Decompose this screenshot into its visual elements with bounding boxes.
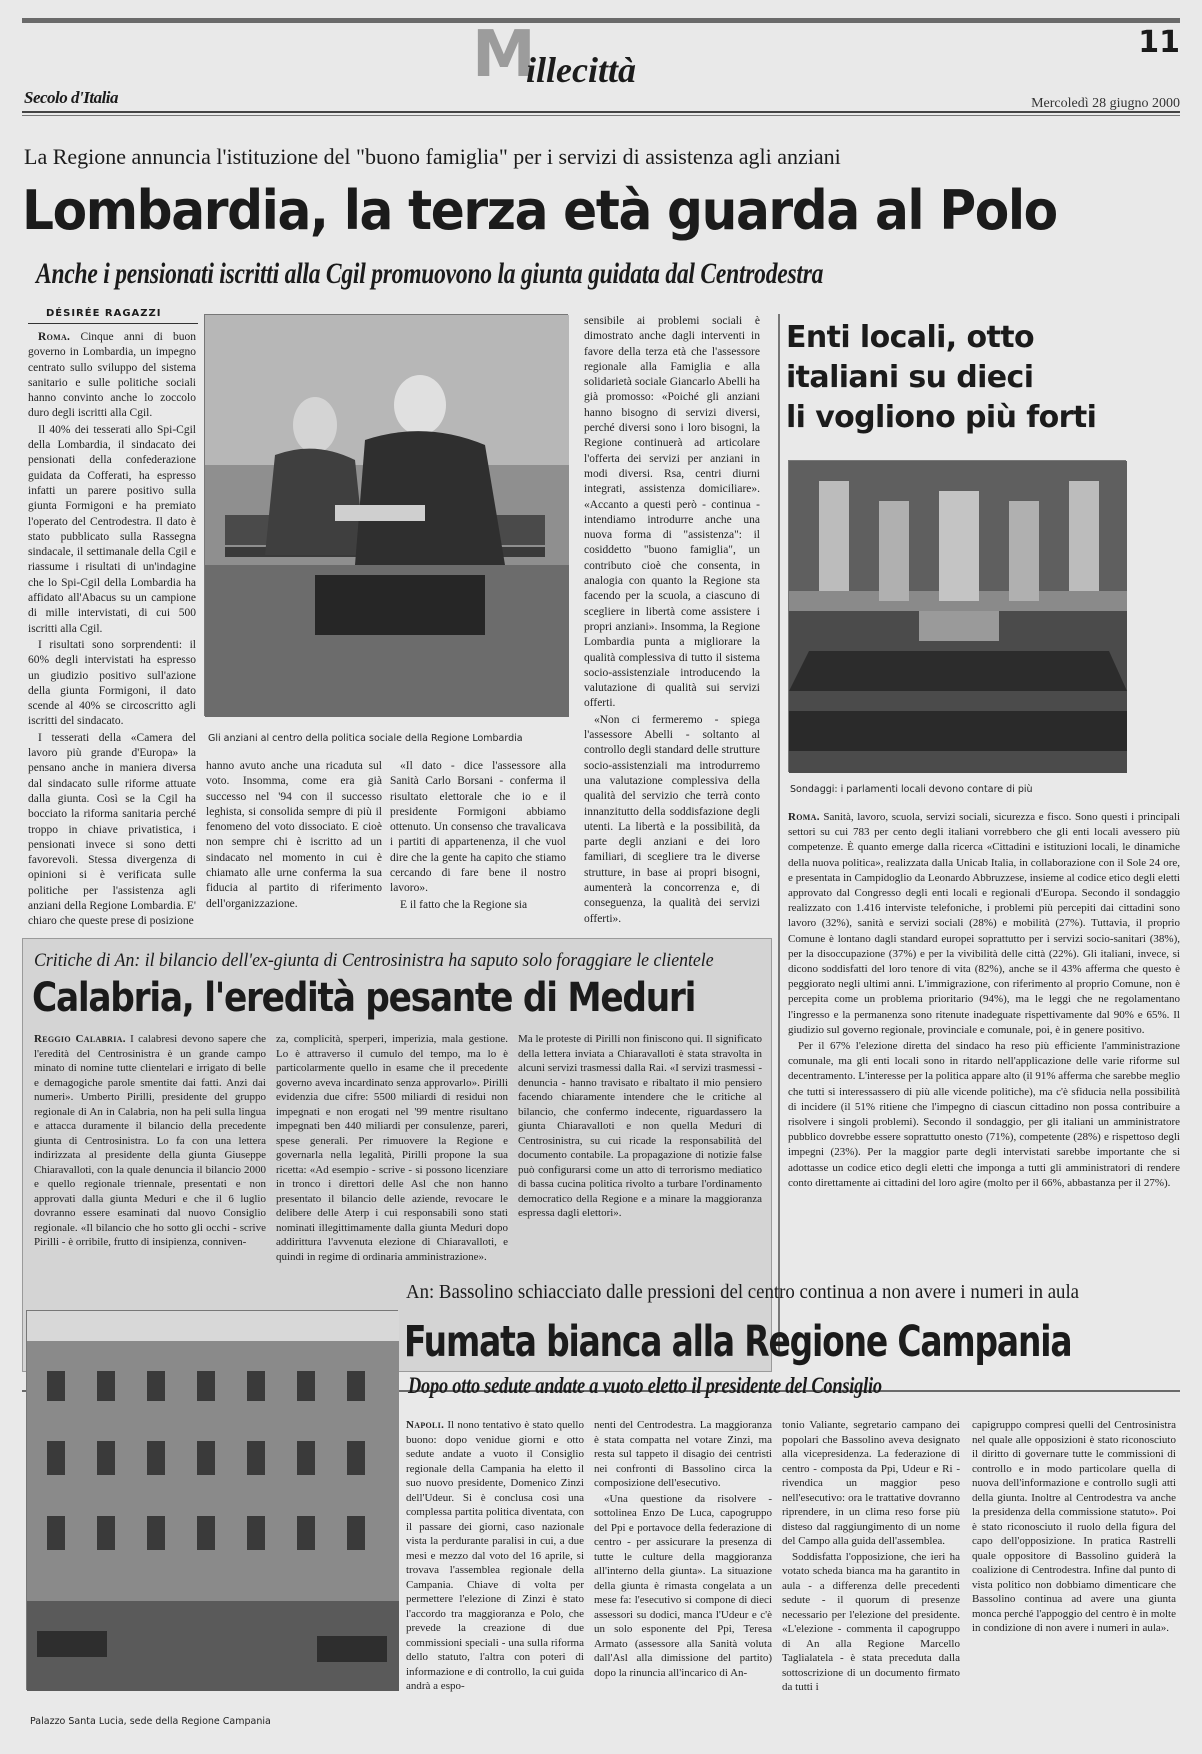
story1-byline: DÉSIRÉE RAGAZZI bbox=[46, 308, 162, 319]
story1-paragraph: I tesserati della «Camera del lavoro più grande d'Europa» la pensano anche in maniera diversa dal sindacato sulle riforme attuate dalla giunta. Così se la Cgil ha bocciato la riforma sanitaria perché troppo in chiave privatistica, i pensionati invece si sono detti favorevoli. Stessa divergenza di opinioni si è verificata sulle politiche per l'assistenza agli anziani della Regione Lombardia. E' chiaro che queste prese di posizione bbox=[28, 731, 196, 928]
story2-dateline: Reggio Calabria. bbox=[34, 1033, 126, 1045]
palazzo-santa-lucia-image bbox=[27, 1311, 399, 1691]
story1-column-4 bbox=[584, 314, 760, 925]
newspaper-logo: Secolo d'Italia bbox=[24, 88, 119, 107]
sidebar-headline-line: italiani su dieci bbox=[786, 360, 1034, 395]
section-masthead bbox=[472, 18, 732, 92]
sidebar-body bbox=[788, 810, 1180, 1360]
story2-kicker: Critiche di An: il bilancio dell'ex-giunta di Centrosinistra ha saputo solo foraggiare le clientele bbox=[34, 950, 714, 971]
story3-deck: Dopo otto sedute andate a vuoto eletto il presidente del Consiglio bbox=[408, 1373, 882, 1398]
story1-column-3 bbox=[390, 759, 566, 911]
story1-paragraph: E il fatto che la Regione sia bbox=[400, 898, 528, 911]
council-chamber-image bbox=[789, 461, 1127, 773]
story1-paragraph: «Non ci fermeremo - spiega l'assessore Abelli - soltanto al controllo degli standard delle strutture socio-assistenziali ma introdurremo una valutazione complessiva della qualità del servizio che terrà conto innanzitutto della soddisfazione degli utenti. La libertà e la possibilità, da parte degli anziani e dei loro familiari, di scegliere tra le diverse strutture, in base ai propri bisogni, aumenterà la concorrenza e, di conseguenza, la qualità dei servizi offerti». bbox=[584, 713, 760, 925]
story1-paragraph: sensibile ai problemi sociali è dimostrato anche dagli interventi in favore della terza età che l'assessore regionale alla Famiglia e alla solidarietà sociale Giancarlo Abelli ha già promosso: «Poiché gli anziani hanno bisogno di servizi diversi, perché diversi sono i loro bisogni, la Regione continuerà ad articolare l'offerta dei servizi per anziani in modi diversi. Rsa, centri diurni integrati, assistenza domiciliare». «Accanto a questi però - continua - intendiamo introdurre anche una nuova forma di "assistenza": il cosiddetto "buono famiglia", un contributo cioè che consenta, in analogia con quanto la Regione sta facendo per la scuola, a ciascuno di scegliere in libertà come assistere i propri anziani». Insomma, la Regione Lombardia punta a migliorare la qualità complessiva di tutto il sistema socio-assistenziale introducendo la valutazione di qualità sui servizi offerti. bbox=[584, 315, 760, 710]
story3-paragraph: «Una questione da risolvere - sottolinea Enzo De Luca, capogruppo del Ppi e portavoce della federazione di centro - per assicurare la presenza di tutte le culture della maggioranza all'interno della giunta». La situazione della giunta è rimasta congelata a un mese fa: l'esecutivo si compone di dieci assessori su dodici, manca l'Udeur e c'è un solo esponente del Ppi, Teresa Armato (assessore alla Sanità voluta dall'Asl alla dimissione del partito) dopo la rinuncia all'incarico di An- bbox=[594, 1492, 772, 1679]
story1-paragraph: «Il dato - dice l'assessore alla Sanità Carlo Borsani - conferma il risultato elettorale che io e il presidente Formigoni abbiamo ottenuto. Un consenso che travalicava i partiti di appartenenza, il che vuol dire che la gente ha capito che stiamo cercando di fare bene il nostro lavoro». bbox=[390, 760, 566, 895]
sidebar-dateline: Roma. bbox=[788, 811, 820, 823]
story3-kicker: An: Bassolino schiacciato dalle pressioni del centro continua a non avere i numeri in aula bbox=[406, 1282, 1080, 1303]
elderly-men-bench-image bbox=[205, 315, 569, 717]
story3-paragraph: tonio Valiante, segretario campano dei popolari che Bassolino aveva designato alla vicepresidenza. La federazione di centro - composta da Ppi, Udeur e Ri - rivendica un maggior peso nell'esecutivo: ora le trattative dovranno riprendere, in un clima reso forse più disteso dal raggiungimento di un nome del Campo alla guida dell'assemblea. bbox=[782, 1419, 960, 1547]
story1-kicker: La Regione annuncia l'istituzione del "buono famiglia" per i servizi di assistenza agli anziani bbox=[24, 144, 841, 169]
story2-headline: Calabria, l'eredità pesante di Meduri bbox=[32, 975, 696, 1021]
story3-headline: Fumata bianca alla Regione Campania bbox=[404, 1317, 1072, 1367]
story3-column-3 bbox=[782, 1418, 960, 1742]
story3-photo bbox=[26, 1310, 398, 1690]
story2-paragraph: I calabresi devono sapere che l'eredità del Centrosinistra è un grande campo minato di nomine tutte clientelari e irrigato di belle e demagogiche parole smentite dai fatti. Anzi dai numeri». Umberto Pirilli, presidente del gruppo regionale di An in Calabria, non ha peli sulla lingua e attacca duramente il bilancio della precedente giunta di Centrosinistra. Lo fa con una lettera indirizzata al presidente della giunta Giuseppe Chiaravalloti, con la quale denuncia il bilancio 2000 e quello regionale triennale, presentati e non approvati dalla giunta Meduri e che il 6 luglio dovranno essere esaminati dal nuovo Consiglio regionale. «Il bilancio che ho sotto gli occhi - scrive Pirilli - è orribile, frutto di insipienza, conniven- bbox=[34, 1033, 266, 1248]
story1-deck: Anche i pensionati iscritti alla Cgil promuovono la giunta guidata dal Centrodestra bbox=[36, 257, 824, 290]
story1-photo bbox=[204, 314, 568, 716]
story3-paragraph: Il nono tentativo è stato quello buono: dopo venidue giorni e otto sedute andate a vuoto il Consiglio regionale della Campania ha eletto il suo nuovo presidente, Domenico Zinzi dell'Udeur. Si è conclusa così una complessa partita politica diventata, con il passare dei giorni, caso nazionale vista la perdurante paralisi in cui, a due mesi e mezzo dal voto del 16 aprile, si trovava l'assemblea regionale della Campania. Chiave di volta per permettere l'elezione di Zinzi è stato l'accordo tra maggioranza e Polo, che prevede la creazione di due commissioni speciali - una sulla riforma dello statuto, l'altra con poteri di informazione e di controllo, la cui guida andrà a espo- bbox=[406, 1419, 584, 1692]
story3-column-2 bbox=[594, 1418, 772, 1742]
story1-photo-caption: Gli anziani al centro della politica sociale della Regione Lombardia bbox=[208, 733, 523, 744]
story1-headline: Lombardia, la terza età guarda al Polo bbox=[22, 179, 1057, 242]
story2-paragraph: Ma le proteste di Pirilli non finiscono qui. Il significato della lettera inviata a Chiaravalloti è stata stravolta in alcuni servizi trasmessi dalla Rai. «I servizi trasmessi - denuncia - hanno travisato e ribaltato il mio pensiero facendo chiaramente intendere che le critiche al bilancio, che confermo indecente, riguardassero la giunta Chiaravalloti e non quella Meduri di Centrosinistra, su cui ricade la responsabilità del documento contabile. La propagazione di notizie false può configurarsi come un atto di terrorismo mediatico di bassa cucina politica rivolto a turbare l'ordinamento democratico della Regione e a minare la maggioranza espressa dagli elettori». bbox=[518, 1033, 762, 1219]
story3-dateline: Napoli. bbox=[406, 1419, 445, 1431]
sidebar-headline-line: Enti locali, otto bbox=[786, 320, 1034, 355]
story3-paragraph: nenti del Centrodestra. La maggioranza è stata compatta nel votare Zinzi, ma resta sul tappeto il disagio dei centristi nei confronti di Bassolino circa la composizione dell'esecutivo. bbox=[594, 1419, 772, 1489]
story1-paragraph: I risultati sono sorprendenti: il 60% degli intervistati ha espresso un giudizio positivo sull'azione della giunta Formigoni, il dato scende al 40% se circoscritto agli iscritti del sindacato. bbox=[28, 638, 196, 728]
story2-column-3 bbox=[518, 1032, 762, 1364]
story1-paragraph: Cinque anni di buon governo in Lombardia, un impegno centrato sullo sviluppo del sistema sanitario e sulle politiche sociali hanno convinto anche lo zoccolo duro degli iscritti alla Cgil. bbox=[28, 331, 196, 420]
story3-paragraph: Soddisfatta l'opposizione, che ieri ha votato scheda bianca ma ha garantito in aula - a differenza delle precedenti sedute - il quorum di presenze necessario per l'elezione del presidente. «L'elezione - commenta il capogruppo di An alla Regione Marcello Taglialatela - è stata preceduta dalla sottoscrizione di un documento firmato da tutti i bbox=[782, 1550, 960, 1693]
sidebar-paragraph: Sanità, lavoro, scuola, servizi sociali, sicurezza e fisco. Sono questi i principali settori su cui 783 per cento degli italiani vorrebbero che gli enti locali avessero più competenze. È quanto emerge dalla ricerca «Cittadini e istituzioni locali, le dinamiche della nuova politica», realizzata dalla Unicab Italia, in collaborazione con il Sole 24 ore, e presentata in Campidoglio da Leonardo Abbruzzese, insieme al codice etico degli eletti approvato dal Congresso degli enti locali e regionali d'Europa. Secondo il sondaggio realizzato con 1.416 interviste telefoniche, i problemi più percepiti dai cittadini sono lavoro (32%), sanità e servizi sociali (28%) e mobilità (27%). Tuttavia, il proprio Comune è lontano dagli standard europei soprattutto per i servizi socio-sanitari (38%), per la disoccupazione (37%) e per la vivibilità delle città (22%). Gli italiani, invece, si dicono soddisfatti del loro tenore di vita (82%), anche se il 43% afferma che questo è peggiorato negli ultimi anni. L'immigrazione, con riferimento al proprio Comune, non è percepita come un problema prioritario (94%), ma le leggi che ne regolamentano l'ingresso e la permanenza sono ritenute inadeguate rispettivamente dal 90% e 65%. Il giudizio sul governo regionale, provinciale e comunale, poi, è in genere positivo. bbox=[788, 811, 1180, 1036]
sidebar-headline bbox=[786, 318, 1180, 438]
sidebar-photo bbox=[788, 460, 1126, 772]
story1-column-1 bbox=[28, 330, 196, 928]
masthead-rule-thin bbox=[22, 115, 1180, 116]
story3-column-1 bbox=[406, 1418, 584, 1742]
story3-column-4 bbox=[972, 1418, 1176, 1742]
sidebar-paragraph: Per il 67% l'elezione diretta del sindaco ha reso più efficiente l'amministrazione comunale, ma gli enti locali sono in ritardo nell'applicazione delle varie riforme sul decentramento. L'interesse per la politica appare alto (il 91% afferma che sarebbe meglio che tutti si interessassero di più alle vicende politiche), ma c'è sfiducia nella possibilità di incidere (il 51% ritiene che l'impegno di ciascun cittadino non possa contribuire a risolvere i singoli problemi). Secondo il sondaggio, per gli italiani un amministratore pubblico dovrebbe essere soprattutto onesto (71%), competente (28%) e rispettoso degli impegni (23%). Per la maggior parte degli intervistati sarebbe importante che si adottasse un codice etico degli eletti che imponga a tutti gli amministratori di rendere conto direttamente ai cittadini del loro agire (molto per il 66%, abbastanza per il 27%). bbox=[788, 1040, 1180, 1189]
sidebar-photo-caption: Sondaggi: i parlamenti locali devono contare di più bbox=[790, 784, 1033, 795]
story1-paragraph: hanno avuto anche una ricaduta sul voto. Insomma, come era già successo nel '94 con il successo leghista, si consolida sempre di più il fenomeno del voto dissociato. E cioè non sempre chi è iscritto ad un sindacato nel momento in cui è chiamato alle urne conferma la sua fiducia al partito di riferimento dell'organizzazione. bbox=[206, 760, 382, 910]
sidebar-headline-line: li vogliono più forti bbox=[786, 400, 1097, 435]
section-initial: M bbox=[472, 18, 536, 92]
story1-dateline: Roma. bbox=[38, 331, 71, 343]
sidebar-frame bbox=[778, 314, 780, 1354]
story3-paragraph: capigruppo compresi quelli del Centrosinistra nel quale alle opposizioni è stato riconosciuto il diritto di governare tutte le commissioni di controllo e in modo particolare quella di nuova dell'informazione e controllo sugli atti della giunta. Inoltre al Centrodestra va anche la presidenza della commissione statuto». Poi è stato riconosciuto il ruolo della figura del capo dell'opposizione. In pratica Rastrelli quale oppositore di Bassolino guiderà la coalizione di Centrodestra. Infine dal punto di vista politico non dobbiamo dimenticare che Bassolino continua ad avere una giunta monca perché l'appoggio del centro è in molte in condizione di non avere i numeri in aula». bbox=[972, 1419, 1176, 1634]
story1-column-2 bbox=[206, 759, 382, 911]
story3-photo-caption: Palazzo Santa Lucia, sede della Regione Campania bbox=[30, 1716, 271, 1727]
byline-rule bbox=[28, 323, 198, 324]
top-rule bbox=[22, 18, 1180, 23]
story1-paragraph: Il 40% dei tesserati allo Spi-Cgil della Lombardia, il sindacato dei pensionati della confederazione guidata da Cofferati, ha espresso infatti un parere positivo sulla giunta Formigoni e ha premiato l'operato del Centrodestra. Il dato è stato pubblicato sulla Rassegna sindacale, il settimanale della Cgil e riassume i risultati di un'indagine che lo Spi-Cgil della Lombardia ha affidato all'Abacus su un campione di mille intervistati, di cui 500 iscritti alla Cgil. bbox=[28, 423, 196, 635]
publication-date: Mercoledì 28 giugno 2000 bbox=[1031, 96, 1180, 111]
story2-paragraph: za, complicità, sperperi, imperizia, mala gestione. Lo è attraverso il cumulo del tempo, ma lo è particolarmente quello in esame che il precedente governo aveva incardinato senza approvarlo». Pirilli evidenzia due cifre: 5500 miliardi di residui non impegnati e non erogati nel '99 mentre risultano impegnati ben 440 miliardi per consulenze, pareri, spese generali. Per rimuovere la Regione e governarla nella legalità, Pirilli propone la sua ricetta: «Ad esempio - scrive - si possono licenziare in tronco i direttori delle Asl che non hanno presentato il bilancio delle aziende, revocare le delibere delle Aterp i cui responsabili sono stati nominati illegittimamente dalla giunta Meduri dopo addirittura l'avvenuta elezione di Chiaravalloti, e quindi in regime di ordinaria amministrazione». bbox=[276, 1033, 508, 1263]
page-number: 11 bbox=[1138, 25, 1180, 60]
section-title: illecittà bbox=[526, 50, 636, 90]
